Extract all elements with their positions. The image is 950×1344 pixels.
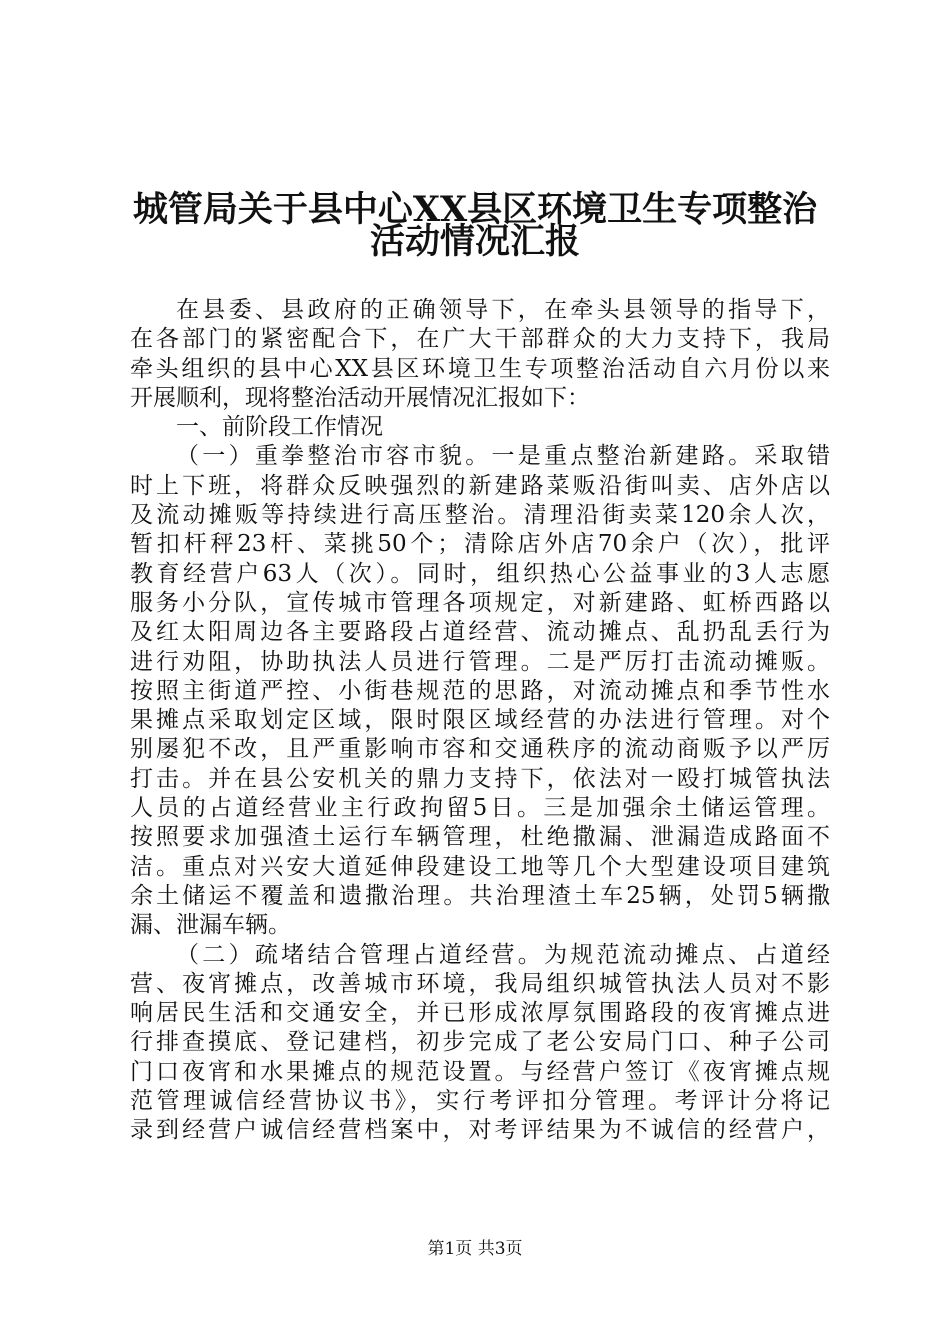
body-line: 暂扣杆秤23杆、菜挑50个；清除店外店70余户（次），批评 xyxy=(130,531,830,558)
body-line: 果摊点采取划定区域，限时限区域经营的办法进行管理。对个 xyxy=(130,707,830,734)
body-line: 营、夜宵摊点，改善城市环境，我局组织城管执法人员对不影 xyxy=(130,970,830,997)
body-line: 教育经营户63人（次）。同时，组织热心公益事业的3人志愿 xyxy=(130,560,830,587)
body-line: 在县委、县政府的正确领导下，在牵头县领导的指导下， xyxy=(176,297,830,323)
body-line: 牵头组织的县中心XX县区环境卫生专项整治活动自六月份以来 xyxy=(130,355,830,382)
body-line: 别屡犯不改，且严重影响市容和交通秩序的流动商贩予以严厉 xyxy=(130,736,830,763)
document-body xyxy=(130,296,830,1146)
body-line: 时上下班，将群众反映强烈的新建路菜贩沿街叫卖、店外店以 xyxy=(130,472,830,499)
body-line: 及流动摊贩等持续进行高压整治。清理沿街卖菜120余人次， xyxy=(130,502,830,529)
body-line: 录到经营户诚信经营档案中，对考评结果为不诚信的经营户， xyxy=(130,1117,830,1144)
body-line: （一）重拳整治市容市貌。一是重点整治新建路。采取错 xyxy=(176,443,830,470)
page-number-footer: 第1页 共3页 xyxy=(427,1239,523,1259)
body-line: 进行劝阻，协助执法人员进行管理。二是严厉打击流动摊贩。 xyxy=(130,648,830,675)
body-line: 行排查摸底、登记建档，初步完成了老公安局门口、种子公司 xyxy=(130,1029,830,1056)
body-line: 余土储运不覆盖和遗撒治理。共治理渣土车25辆，处罚5辆撒 xyxy=(130,882,830,909)
body-line: 范管理诚信经营协议书》，实行考评扣分管理。考评计分将记 xyxy=(130,1088,830,1115)
document-title-line-1: 城管局关于县中心XX县区环境卫生专项整治 xyxy=(132,189,818,230)
body-line: 响居民生活和交通安全，并已形成浓厚氛围路段的夜宵摊点进 xyxy=(130,1000,830,1027)
body-line: 漏、泄漏车辆。 xyxy=(130,912,291,939)
body-line: 及红太阳周边各主要路段占道经营、流动摊点、乱扔乱丢行为 xyxy=(130,619,830,646)
body-line: 洁。重点对兴安大道延伸段建设工地等几个大型建设项目建筑 xyxy=(130,853,830,880)
body-line: 人员的占道经营业主行政拘留5日。三是加强余土储运管理。 xyxy=(130,795,830,822)
body-line: 按照主街道严控、小街巷规范的思路，对流动摊点和季节性水 xyxy=(130,677,830,704)
body-line: 按照要求加强渣土运行车辆管理，杜绝撒漏、泄漏造成路面不 xyxy=(130,824,830,851)
body-line: 打击。并在县公安机关的鼎力支持下，依法对一殴打城管执法 xyxy=(130,765,830,792)
body-line: 开展顺利，现将整治活动开展情况汇报如下： xyxy=(130,384,590,411)
body-line: 在各部门的紧密配合下，在广大干部群众的大力支持下，我局 xyxy=(130,326,830,353)
section-heading: 一、前阶段工作情况 xyxy=(176,414,383,441)
body-line: （二）疏堵结合管理占道经营。为规范流动摊点、占道经 xyxy=(176,941,830,968)
body-line: 服务小分队，宣传城市管理各项规定，对新建路、虹桥西路以 xyxy=(130,589,830,616)
document-title-line-2: 活动情况汇报 xyxy=(369,221,580,262)
body-line: 门口夜宵和水果摊点的规范设置。与经营户签订《夜宵摊点规 xyxy=(130,1058,830,1085)
